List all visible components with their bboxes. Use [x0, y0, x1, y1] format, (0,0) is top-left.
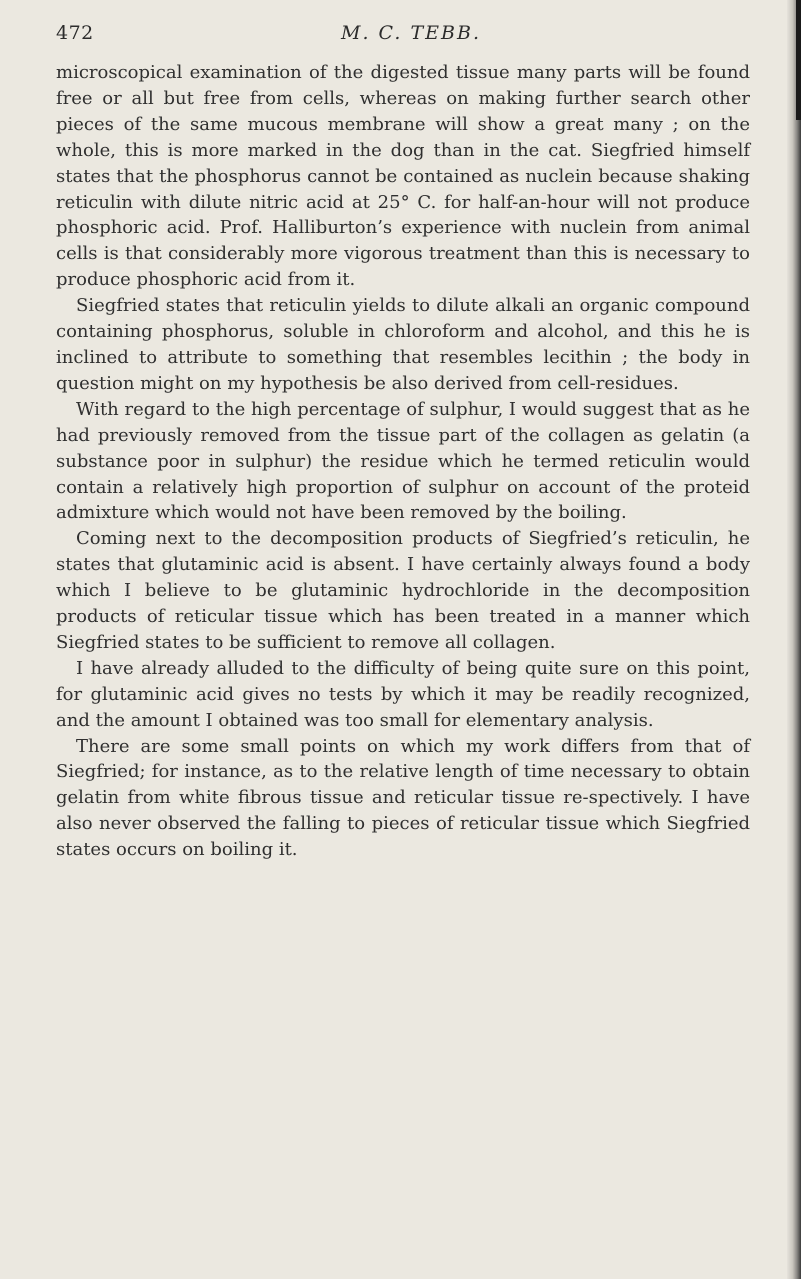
- paragraph-4: Coming next to the decomposition products of Siegfried’s reticulin, he states that glutaminic acid is absent. I have certainly always found a body which I believe to be glutaminic hydrochloride in the decomposition products of reticular tissue which has been treated in a manner which Siegfried states to be sufficient to remove all collagen.: [56, 528, 750, 653]
- page-edge-shadow: [787, 0, 801, 1279]
- body-text: [56, 60, 750, 863]
- paragraph-3: With regard to the high percentage of sulphur, I would suggest that as he had previously removed from the tissue part of the collagen as gelatin (a substance poor in sulphur) the residue which he termed reticulin would contain a relatively high proportion of sulphur on account of the proteid admixture which would not have been removed by the boiling.: [56, 398, 750, 524]
- paragraph-6: There are some small points on which my work differs from that of Siegfried; for instance, as to the relative length of time necessary to obtain gelatin from white fibrous tissue and reticular tissue re-spectively. I have also never observed the falling to pieces of reticular tissue which Siegfried states occurs on boiling it.: [56, 735, 750, 861]
- page-header: [56, 18, 750, 48]
- page-edge-dark-corner: [796, 0, 801, 120]
- paragraph-5: I have already alluded to the difficulty of being quite sure on this point, for glutaminic acid gives no tests by which it may be readily recognized, and the amount I obtained was too small for elementary analysis.: [56, 657, 750, 731]
- running-head: M. C. TEBB.: [341, 22, 481, 44]
- paragraph-2: Siegfried states that reticulin yields to dilute alkali an organic compound containing phosphorus, soluble in chloroform and alcohol, and this he is inclined to attribute to something that resembles lecithin ; the body in question might on my hypothesis be also derived from cell-residues.: [56, 295, 750, 394]
- paragraph-1: microscopical examination of the digested tissue many parts will be found free or all but free from cells, whereas on making further search other pieces of the same mucous membrane will show a great many ; on the whole, this is more marked in the dog than in the cat. Siegfried himself states that the phosphorus cannot be contained as nuclein because shaking reticulin with dilute nitric acid at 25° C. for half-an-hour will not produce phosphoric acid. Prof. Halliburton’s experience with nuclein from animal cells is that considerably more vigorous treatment than this is necessary to produce phosphoric acid from it.: [56, 62, 750, 291]
- page-number: 472: [56, 22, 94, 44]
